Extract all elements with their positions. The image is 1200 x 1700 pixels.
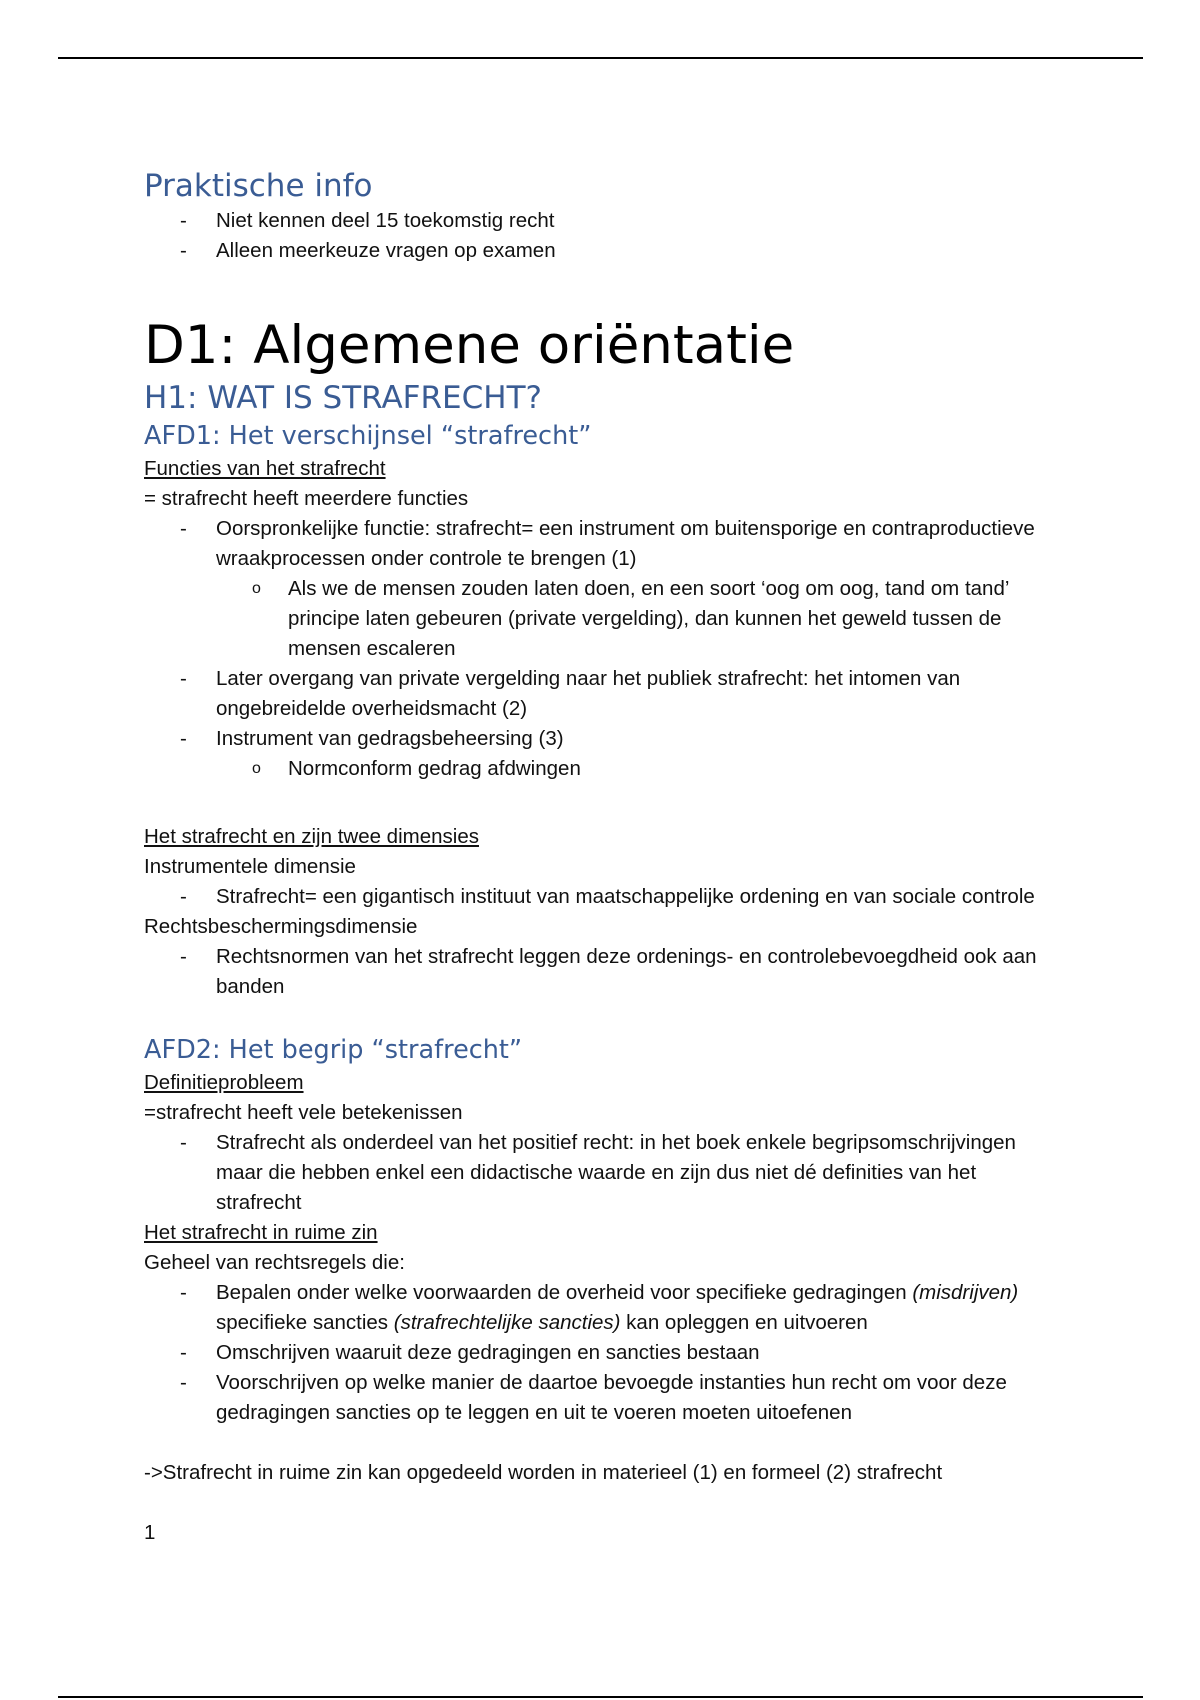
subheading-definitieprobleem: Definitieprobleem [144,1071,304,1094]
info-bullet-1: - Niet kennen deel 15 toekomstig recht [144,206,1064,236]
functies-bullet-3: - Instrument van gedragsbeheersing (3) [144,724,1064,754]
rechtsbescherming-list [144,942,1064,1002]
spacer [144,1428,1064,1458]
instrumentele-dimensie-label: Instrumentele dimensie [144,855,356,878]
subheading-functies: Functies van het strafrecht [144,457,386,480]
definitie-intro: =strafrecht heeft vele betekenissen [144,1101,463,1124]
ruime-zin-bullet-2: - Omschrijven waaruit deze gedragingen en sancties bestaan [144,1338,1064,1368]
functies-bullet-2: - Later overgang van private vergelding naar het publiek strafrecht: het intomen van ongebreidelde overheidsmacht (2) [144,664,1064,724]
document-title: D1: Algemene oriëntatie [144,315,795,376]
conclusion-text: ->Strafrecht in ruime zin kan opgedeeld worden in materieel (1) en formeel (2) strafrecht [144,1461,943,1484]
ruime-zin-b1-text-3: kan opleggen en uitvoeren [620,1311,868,1334]
rechtsbescherming-label: Rechtsbeschermingsdimensie [144,915,418,938]
ruime-zin-b1-italic-1: (misdrijven) [912,1281,1019,1304]
spacer [144,784,1064,822]
instrumentele-list [144,882,1064,912]
instrumentele-bullet: - Strafrecht= een gigantisch instituut van maatschappelijke ordening en van sociale controle [144,882,1064,912]
heading-h1: H1: WAT IS STRAFRECHT? [144,380,542,416]
spacer [144,266,1064,314]
functies-sub-bullet-3: o Normconform gedrag afdwingen [144,754,1064,784]
document-body [144,160,1064,1548]
heading-afd1: AFD1: Het verschijnsel “strafrecht” [144,421,592,451]
rechtsbescherming-bullet: - Rechtsnormen van het strafrecht leggen deze ordenings- en controlebevoegdheid ook aan banden [144,942,1064,1002]
page-top-rule [58,57,1143,59]
info-bullet-2: - Alleen meerkeuze vragen op examen [144,236,1064,266]
info-list [144,206,1064,266]
ruime-zin-list [144,1278,1064,1428]
subheading-ruime-zin: Het strafrecht in ruime zin [144,1221,378,1244]
ruime-zin-b1-text-1: Bepalen onder welke voorwaarden de overheid voor specifieke gedragingen [216,1281,913,1304]
functies-sub-bullet-1: o Als we de mensen zouden laten doen, en een soort ‘oog om oog, tand om tand’ principe laten gebeuren (private vergelding), dan kunnen het geweld tussen de mensen escaleren [144,574,1064,664]
heading-afd2: AFD2: Het begrip “strafrecht” [144,1035,523,1065]
definitie-list [144,1128,1064,1218]
ruime-zin-b1-text-2: specifieke sancties [216,1311,394,1334]
ruime-zin-bullet-1 [144,1278,1064,1338]
functies-intro: = strafrecht heeft meerdere functies [144,487,469,510]
subheading-dimensies: Het strafrecht en zijn twee dimensies [144,825,479,848]
ruime-zin-bullet-3: - Voorschrijven op welke manier de daartoe bevoegde instanties hun recht om voor deze gedragingen sancties op te leggen en uit te voeren moeten uitoefenen [144,1368,1064,1428]
heading-praktische-info: Praktische info [144,168,373,204]
definitie-bullet-1: - Strafrecht als onderdeel van het positief recht: in het boek enkele begripsomschrijvingen maar die hebben enkel een didactische waarde en zijn dus niet dé definities van het strafrecht [144,1128,1064,1218]
ruime-zin-b1-italic-2: (strafrechtelijke sancties) [393,1311,621,1334]
ruime-zin-intro: Geheel van rechtsregels die: [144,1251,405,1274]
page-bottom-rule [58,1696,1143,1698]
functies-list [144,514,1064,784]
page-number: 1 [144,1521,156,1544]
functies-bullet-1: - Oorspronkelijke functie: strafrecht= een instrument om buitensporige en contraproductieve wraakprocessen onder controle te brengen (1) [144,514,1064,574]
spacer [144,1002,1064,1032]
